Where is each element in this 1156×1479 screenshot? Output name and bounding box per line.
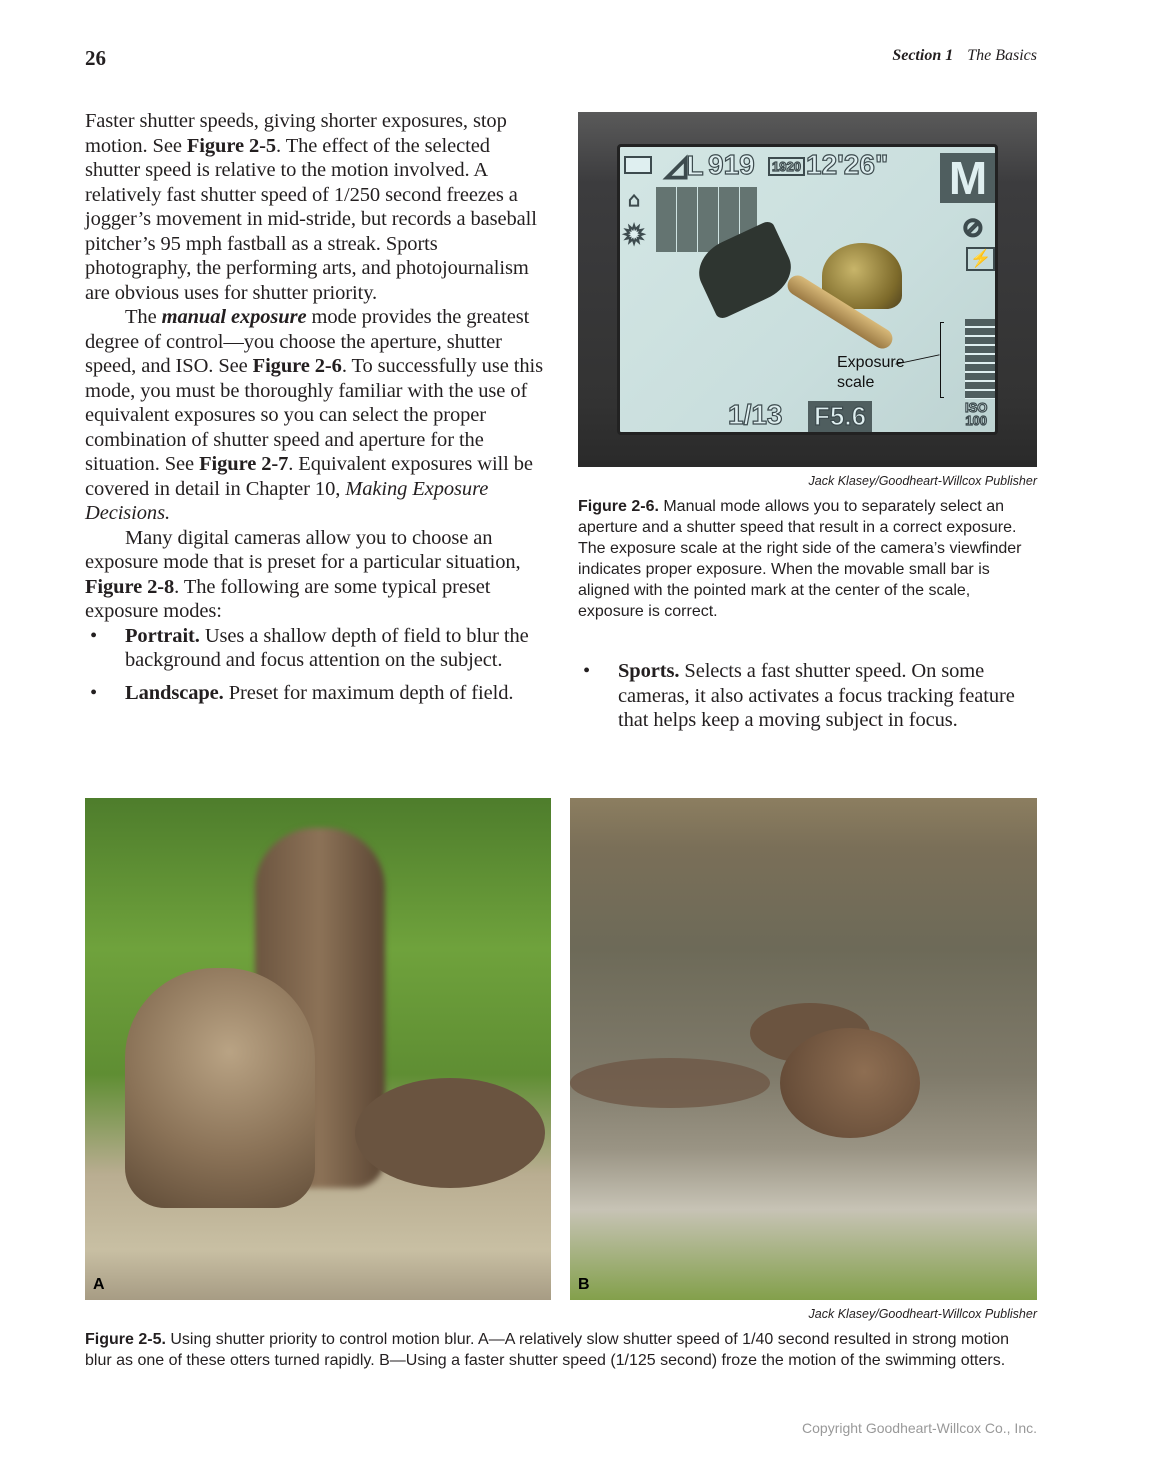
bullet-term: Landscape.: [125, 681, 224, 704]
otter-photo-b: [570, 798, 1037, 1300]
aperture: F5.6: [808, 401, 872, 432]
camera-icon: ⌂: [628, 189, 641, 211]
chapter-title: Making Exposure Decisions.: [85, 477, 489, 524]
text: Many digital cameras allow you to choose an exposure mode that is preset for a particular situation,: [85, 526, 521, 573]
exposure-scale-callout: Exposure scale: [837, 354, 905, 391]
caption-label: Figure 2-5.: [85, 1331, 166, 1348]
quality-readout: ◿L: [665, 150, 704, 181]
otter-photo-a: [85, 798, 551, 1300]
otter-body: [355, 1078, 545, 1188]
text: . The following are some typical preset exposure modes:: [85, 575, 491, 622]
lcd-screen: [617, 144, 998, 435]
figure-caption: [578, 496, 1040, 622]
bullet-term: Portrait.: [125, 624, 200, 647]
shutter-speed: 1/13: [728, 399, 783, 430]
flash-compensation-icon: ⚡: [966, 247, 995, 271]
paragraph: [85, 526, 545, 624]
right-column: [578, 659, 1038, 733]
otter: [780, 1028, 920, 1138]
time-remaining: 12'26": [806, 149, 889, 180]
bullet-item: [85, 681, 545, 706]
exposure-scale: [965, 319, 998, 399]
running-header: [892, 47, 1037, 65]
shots-remaining: 919: [708, 149, 755, 180]
white-balance-icon: ✹: [624, 222, 645, 249]
bullet-term: Sports.: [618, 660, 680, 682]
otter: [125, 968, 315, 1208]
figure-ref: Figure 2-8: [85, 575, 175, 598]
photo-label-a: A: [93, 1276, 105, 1293]
photo-credit: Jack Klasey/Goodheart-Willcox Publisher: [808, 474, 1037, 488]
figure-ref: Figure 2-5: [186, 134, 277, 157]
otter-body: [570, 1058, 770, 1108]
bullet-text: Preset for maximum depth of field.: [223, 681, 514, 704]
text: mode provides the greatest degree of control—you choose the aperture, shutter speed, and ISO. See: [85, 306, 530, 377]
mode-indicator: M: [940, 153, 996, 203]
scale-bracket: [940, 322, 944, 398]
copyright: Copyright Goodheart-Willcox Co., Inc.: [802, 1420, 1037, 1436]
figure-ref: Figure 2-6: [252, 355, 342, 377]
paragraph: [85, 109, 545, 305]
figure-caption: [85, 1329, 1040, 1371]
bullet-item: [578, 659, 1038, 733]
camera-lcd-photo: [578, 112, 1037, 467]
page-number: 26: [85, 46, 106, 70]
paragraph: [85, 305, 545, 526]
text: . To successfully use this mode, you must be thoroughly familiar with the use of equivalent exposures so you can select the proper combination of shutter speed and aperture for the situation. See: [85, 355, 543, 475]
section-label: Section 1: [892, 47, 954, 64]
figure-ref: Figure 2-7: [199, 453, 289, 475]
movie-size: 1920: [768, 157, 805, 176]
text: The: [125, 306, 162, 328]
caption-text: Using shutter priority to control motion blur. A—A relatively slow shutter speed of 1/40 second resulted in strong motion blur as one of these otters turned rapidly. B—Using a faster shutter speed (1/125 second) froze the motion of the swimming otters.: [85, 1331, 1009, 1369]
bullet-item: [85, 624, 545, 673]
section-title: The Basics: [967, 47, 1037, 64]
flash-off-icon: ⊘: [962, 212, 984, 242]
photo-credit: Jack Klasey/Goodheart-Willcox Publisher: [808, 1307, 1037, 1321]
photo-label-b: B: [578, 1276, 590, 1293]
battery-icon: [624, 156, 652, 174]
left-column: [85, 109, 545, 705]
bullet-text: Uses a shallow depth of field to blur the background and focus attention on the subject.: [125, 624, 529, 671]
text: Faster shutter speeds, giving shorter exposures, stop motion. See: [85, 110, 507, 157]
term: manual exposure: [161, 306, 307, 328]
text: . The effect of the selected shutter speed is relative to the motion involved. A relatively fast shutter speed of 1/250 second freezes a jogger’s movement in mid-stride, but records a baseball pitcher’s 95 mph fastball as a streak. Sports photography, the performing arts, and photojournalism are obvious uses for shutter priority.: [85, 134, 537, 304]
text: . Equivalent exposures will be covered in detail in Chapter 10,: [85, 453, 533, 500]
caption-text: Manual mode allows you to separately select an aperture and a shutter speed that result in a correct exposure. The exposure scale at the right side of the camera’s viewfinder indicates proper exposure. When the movable small bar is aligned with the pointed mark at the center of the scale, exposure is correct.: [578, 498, 1022, 620]
iso-readout: ISO 100: [965, 400, 988, 428]
bullet-text: Selects a fast shutter speed. On some cameras, it also activates a focus tracking feature that helps keep a moving subject in focus.: [618, 660, 1015, 731]
caption-label: Figure 2-6.: [578, 498, 659, 515]
